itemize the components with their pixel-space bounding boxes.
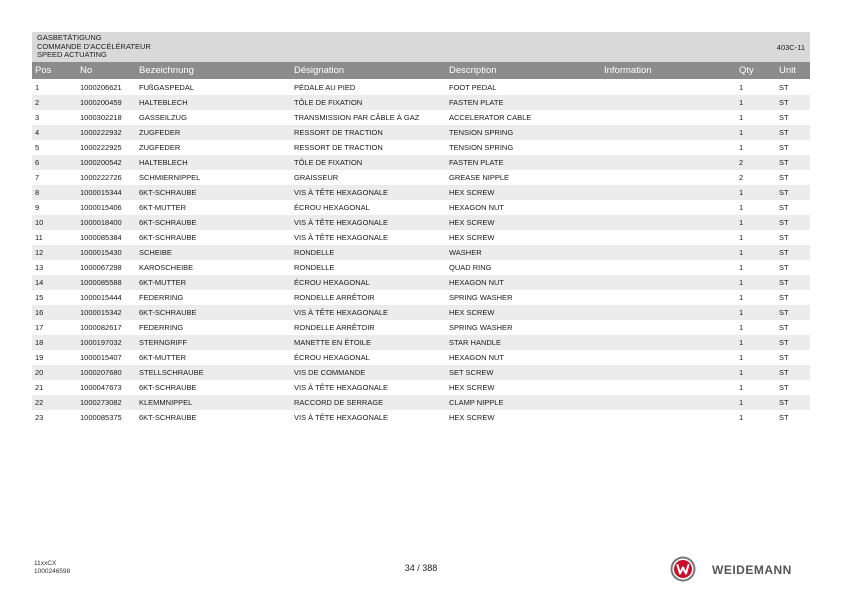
cell-description: HEXAGON NUT: [449, 203, 505, 212]
cell-qty: 1: [739, 293, 744, 302]
section-titles: [37, 34, 151, 60]
cell-unit: ST: [779, 113, 789, 122]
cell-designation: ÉCROU HEXAGONAL: [294, 278, 370, 287]
cell-bezeichnung: 6KT-SCHRAUBE: [139, 218, 197, 227]
cell-pos: 2: [35, 98, 40, 107]
table-row: [32, 230, 810, 245]
table-row: [32, 320, 810, 335]
cell-pos: 14: [35, 278, 44, 287]
cell-part-number: 1000015430: [80, 248, 122, 257]
cell-part-number: 1000222726: [80, 173, 122, 182]
table-row: [32, 410, 810, 425]
cell-unit: ST: [779, 248, 789, 257]
cell-unit: ST: [779, 278, 789, 287]
cell-designation: RONDELLE: [294, 263, 335, 272]
cell-bezeichnung: ZUGFEDER: [139, 143, 181, 152]
cell-unit: ST: [779, 143, 789, 152]
cell-qty: 1: [739, 278, 744, 287]
table-row: [32, 260, 810, 275]
section-title-de: GASBETÄTIGUNG: [37, 33, 102, 42]
cell-qty: 1: [739, 233, 744, 242]
table-row: [32, 215, 810, 230]
cell-pos: 3: [35, 113, 40, 122]
cell-part-number: 1000302218: [80, 113, 122, 122]
cell-qty: 1: [739, 383, 744, 392]
cell-part-number: 1000200542: [80, 158, 122, 167]
cell-qty: 1: [739, 413, 744, 422]
cell-designation: RONDELLE ARRÊTOIR: [294, 293, 375, 302]
cell-bezeichnung: 6KT-SCHRAUBE: [139, 308, 197, 317]
cell-part-number: 1000015444: [80, 293, 122, 302]
cell-qty: 2: [739, 173, 744, 182]
table-row: [32, 170, 810, 185]
cell-bezeichnung: SCHMIERNIPPEL: [139, 173, 201, 182]
cell-description: STAR HANDLE: [449, 338, 501, 347]
cell-unit: ST: [779, 293, 789, 302]
cell-description: GREASE NIPPLE: [449, 173, 510, 182]
cell-part-number: 1000067298: [80, 263, 122, 272]
cell-unit: ST: [779, 158, 789, 167]
cell-description: ACCELERATOR CABLE: [449, 113, 532, 122]
cell-bezeichnung: ZUGFEDER: [139, 128, 181, 137]
cell-unit: ST: [779, 173, 789, 182]
cell-description: HEX SCREW: [449, 218, 495, 227]
table-row: [32, 155, 810, 170]
cell-bezeichnung: FUßGASPEDAL: [139, 83, 195, 92]
table-row: [32, 275, 810, 290]
table-header: [32, 62, 810, 79]
cell-unit: ST: [779, 263, 789, 272]
weidemann-logo-icon: [670, 556, 696, 582]
table-row: [32, 80, 810, 95]
cell-pos: 1: [35, 83, 40, 92]
cell-pos: 9: [35, 203, 40, 212]
table-row: [32, 110, 810, 125]
cell-designation: VIS DE COMMANDE: [294, 368, 366, 377]
cell-part-number: 1000082617: [80, 323, 122, 332]
cell-part-number: 1000015406: [80, 203, 122, 212]
cell-bezeichnung: KAROSCHEIBE: [139, 263, 194, 272]
cell-bezeichnung: HALTEBLECH: [139, 98, 188, 107]
table-row: [32, 290, 810, 305]
cell-description: SET SCREW: [449, 368, 494, 377]
table-row: [32, 125, 810, 140]
cell-designation: RONDELLE ARRÊTOIR: [294, 323, 375, 332]
cell-designation: VIS À TÊTE HEXAGONALE: [294, 383, 389, 392]
cell-qty: 1: [739, 218, 744, 227]
cell-description: FOOT PEDAL: [449, 83, 497, 92]
column-header-pos: Pos: [35, 65, 52, 76]
cell-bezeichnung: 6KT-MUTTER: [139, 278, 187, 287]
table-row: [32, 395, 810, 410]
cell-qty: 1: [739, 113, 744, 122]
cell-description: SPRING WASHER: [449, 323, 513, 332]
brand-name: WEIDEMANN: [712, 563, 792, 577]
cell-unit: ST: [779, 218, 789, 227]
cell-description: TENSION SPRING: [449, 143, 514, 152]
cell-description: HEX SCREW: [449, 413, 495, 422]
cell-unit: ST: [779, 338, 789, 347]
cell-pos: 19: [35, 353, 44, 362]
cell-part-number: 1000206621: [80, 83, 122, 92]
cell-unit: ST: [779, 383, 789, 392]
cell-bezeichnung: GASSEILZUG: [139, 113, 187, 122]
cell-part-number: 1000085384: [80, 233, 122, 242]
cell-qty: 1: [739, 83, 744, 92]
cell-bezeichnung: STERNGRIFF: [139, 338, 187, 347]
cell-pos: 13: [35, 263, 44, 272]
cell-bezeichnung: 6KT-MUTTER: [139, 203, 187, 212]
doc-number: 1000246598: [34, 567, 71, 575]
cell-description: HEXAGON NUT: [449, 278, 505, 287]
cell-designation: VIS À TÊTE HEXAGONALE: [294, 308, 389, 317]
cell-designation: GRAISSEUR: [294, 173, 339, 182]
table-row: [32, 200, 810, 215]
cell-qty: 1: [739, 248, 744, 257]
cell-bezeichnung: 6KT-SCHRAUBE: [139, 233, 197, 242]
cell-part-number: 1000200459: [80, 98, 122, 107]
brand-logo: [670, 556, 810, 582]
cell-unit: ST: [779, 323, 789, 332]
sheet-id: 403C-11: [776, 43, 805, 52]
cell-designation: RONDELLE: [294, 248, 335, 257]
cell-bezeichnung: HALTEBLECH: [139, 158, 188, 167]
cell-description: HEXAGON NUT: [449, 353, 505, 362]
cell-qty: 1: [739, 398, 744, 407]
cell-unit: ST: [779, 98, 789, 107]
model-label: 11xxCX: [34, 560, 57, 567]
cell-pos: 20: [35, 368, 44, 377]
cell-qty: 1: [739, 143, 744, 152]
cell-part-number: 1000018400: [80, 218, 122, 227]
cell-pos: 11: [35, 233, 43, 242]
cell-designation: RACCORD DE SERRAGE: [294, 398, 384, 407]
column-header-description: Description: [449, 65, 497, 76]
cell-description: SPRING WASHER: [449, 293, 513, 302]
column-header-information: Information: [604, 65, 652, 76]
cell-qty: 1: [739, 128, 744, 137]
cell-description: FASTEN PLATE: [449, 98, 504, 107]
cell-pos: 18: [35, 338, 44, 347]
cell-designation: ÉCROU HEXAGONAL: [294, 353, 370, 362]
cell-qty: 1: [739, 188, 744, 197]
table-row: [32, 380, 810, 395]
cell-designation: RESSORT DE TRACTION: [294, 128, 383, 137]
sheet-header: [32, 32, 810, 62]
column-header-unit: Unit: [779, 65, 796, 76]
cell-pos: 10: [35, 218, 44, 227]
cell-unit: ST: [779, 413, 789, 422]
cell-qty: 1: [739, 263, 744, 272]
cell-part-number: 1000085588: [80, 278, 122, 287]
column-header-no: No: [80, 65, 93, 76]
cell-designation: RESSORT DE TRACTION: [294, 143, 383, 152]
cell-pos: 7: [35, 173, 40, 182]
cell-part-number: 1000085375: [80, 413, 122, 422]
parts-table-body: [32, 80, 810, 425]
page-number: 34 / 388: [404, 563, 438, 573]
section-title-fr: COMMANDE D'ACCÉLÉRATEUR: [37, 41, 151, 51]
table-row: [32, 95, 810, 110]
cell-designation: PÉDALE AU PIED: [294, 83, 356, 92]
cell-designation: ÉCROU HEXAGONAL: [294, 203, 370, 212]
cell-bezeichnung: FEDERRING: [139, 323, 184, 332]
cell-pos: 12: [35, 248, 44, 257]
cell-qty: 1: [739, 98, 744, 107]
table-row: [32, 185, 810, 200]
cell-part-number: 1000015344: [80, 188, 122, 197]
cell-unit: ST: [779, 188, 789, 197]
cell-part-number: 1000015342: [80, 308, 122, 317]
cell-pos: 17: [35, 323, 44, 332]
cell-description: FASTEN PLATE: [449, 158, 504, 167]
table-row: [32, 350, 810, 365]
cell-description: HEX SCREW: [449, 188, 495, 197]
table-row: [32, 335, 810, 350]
cell-pos: 6: [35, 158, 40, 167]
column-header-qty: Qty: [739, 65, 754, 76]
cell-pos: 15: [35, 293, 44, 302]
cell-unit: ST: [779, 398, 789, 407]
cell-unit: ST: [779, 308, 789, 317]
cell-bezeichnung: SCHEIBE: [139, 248, 172, 257]
cell-pos: 5: [35, 143, 40, 152]
cell-unit: ST: [779, 353, 789, 362]
cell-designation: TRANSMISSION PAR CÂBLE À GAZ: [294, 113, 420, 122]
cell-unit: ST: [779, 128, 789, 137]
cell-designation: VIS À TÊTE HEXAGONALE: [294, 218, 389, 227]
cell-part-number: 1000197032: [80, 338, 122, 347]
table-row: [32, 365, 810, 380]
cell-designation: VIS À TÊTE HEXAGONALE: [294, 188, 389, 197]
cell-pos: 22: [35, 398, 44, 407]
cell-qty: 1: [739, 203, 744, 212]
cell-unit: ST: [779, 83, 789, 92]
cell-part-number: 1000207680: [80, 368, 122, 377]
cell-bezeichnung: KLEMMNIPPEL: [139, 398, 193, 407]
cell-description: HEX SCREW: [449, 233, 495, 242]
cell-pos: 4: [35, 128, 40, 137]
cell-qty: 1: [739, 308, 744, 317]
cell-designation: VIS À TÊTE HEXAGONALE: [294, 413, 389, 422]
cell-description: QUAD RING: [449, 263, 492, 272]
cell-designation: MANETTE EN ÉTOILE: [294, 338, 371, 347]
cell-bezeichnung: STELLSCHRAUBE: [139, 368, 204, 377]
cell-description: WASHER: [449, 248, 482, 257]
cell-part-number: 1000015407: [80, 353, 122, 362]
cell-bezeichnung: 6KT-SCHRAUBE: [139, 383, 197, 392]
cell-bezeichnung: 6KT-MUTTER: [139, 353, 187, 362]
cell-qty: 1: [739, 368, 744, 377]
cell-part-number: 1000222932: [80, 128, 122, 137]
cell-pos: 8: [35, 188, 40, 197]
cell-description: TENSION SPRING: [449, 128, 514, 137]
cell-part-number: 1000222925: [80, 143, 122, 152]
section-title-en: SPEED ACTUATING: [37, 50, 107, 60]
cell-unit: ST: [779, 368, 789, 377]
cell-qty: 1: [739, 338, 744, 347]
column-header-designation: Désignation: [294, 65, 345, 76]
cell-designation: TÔLE DE FIXATION: [294, 158, 363, 167]
table-row: [32, 140, 810, 155]
cell-unit: ST: [779, 233, 789, 242]
cell-qty: 1: [739, 323, 744, 332]
cell-description: HEX SCREW: [449, 383, 495, 392]
cell-qty: 1: [739, 353, 744, 362]
cell-description: CLAMP NIPPLE: [449, 398, 504, 407]
cell-description: HEX SCREW: [449, 308, 495, 317]
cell-bezeichnung: FEDERRING: [139, 293, 184, 302]
cell-bezeichnung: 6KT-SCHRAUBE: [139, 413, 197, 422]
cell-pos: 21: [35, 383, 44, 392]
cell-pos: 16: [35, 308, 44, 317]
cell-designation: TÔLE DE FIXATION: [294, 98, 363, 107]
table-row: [32, 245, 810, 260]
cell-qty: 2: [739, 158, 744, 167]
cell-unit: ST: [779, 203, 789, 212]
cell-bezeichnung: 6KT-SCHRAUBE: [139, 188, 197, 197]
column-header-bezeichnung: Bezeichnung: [139, 65, 194, 76]
cell-designation: VIS À TÊTE HEXAGONALE: [294, 233, 389, 242]
cell-part-number: 1000047673: [80, 383, 122, 392]
cell-part-number: 1000273082: [80, 398, 122, 407]
cell-pos: 23: [35, 413, 44, 422]
table-row: [32, 305, 810, 320]
